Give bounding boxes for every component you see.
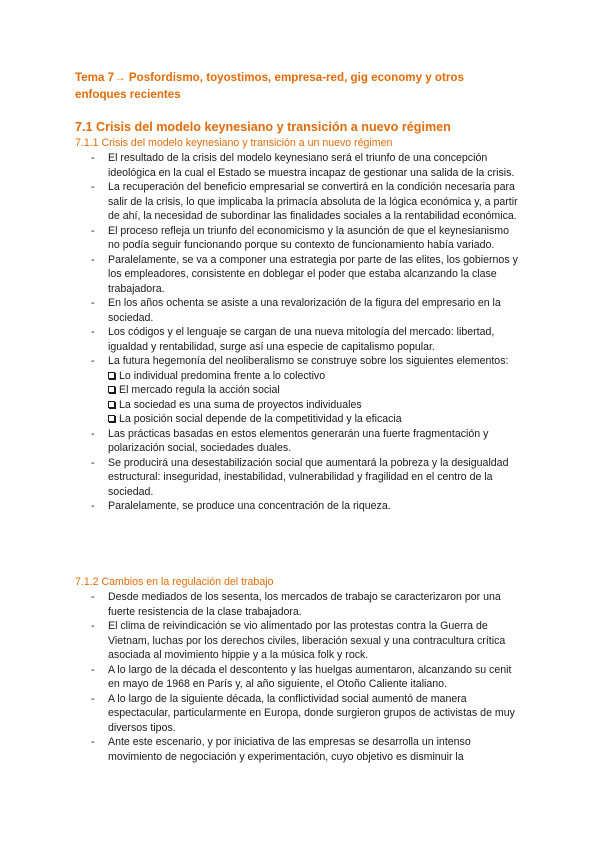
checkbox-item-text: Lo individual predomina frente a lo colectivo <box>119 369 326 382</box>
checkbox-icon <box>108 386 115 393</box>
bullet-dash: - <box>91 620 95 632</box>
document-title: Tema 7→ Posfordismo, toyostimos, empresa-red, gig economy y otros enfoques recientes <box>75 71 464 101</box>
list-item-text: A lo largo de la década el descontento y las huelgas aumentaron, alcanzando su cenit en mayo de 1968 en París y, al año siguiente, el Otoño Caliente italiano. <box>108 663 512 690</box>
list-item-text: En los años ochenta se asiste a una revalorización de la figura del empresario en la sociedad. <box>108 297 501 324</box>
list-item <box>0 427 600 456</box>
list-item <box>0 224 600 253</box>
bullet-dash: - <box>91 181 95 193</box>
subsection-1-heading: 7.1.1 Crisis del modelo keynesiano y transición a un nuevo régimen <box>75 137 393 149</box>
checkbox-icon <box>108 401 115 408</box>
bullet-dash: - <box>91 326 95 338</box>
list-item <box>0 253 600 297</box>
list-item-text: Las prácticas basadas en estos elementos generarán una fuerte fragmentación y polarización social, sociedades duales. <box>108 427 489 454</box>
subsection-2-list <box>0 590 600 764</box>
bullet-dash: - <box>91 591 95 603</box>
list-item-text: Se producirá una desestabilización social que aumentará la pobreza y la desigualdad estructural: inseguridad, inestabilidad, vulnerabilidad y fragilidad en el centro de la sociedad. <box>108 456 509 498</box>
list-item-text: El resultado de la crisis del modelo keynesiano será el triunfo de una concepción ideológica en la cual el Estado se muestra incapaz de gestionar una salida de la crisis. <box>108 152 515 179</box>
checkbox-item-text: La sociedad es una suma de proyectos individuales <box>119 398 362 411</box>
bullet-dash: - <box>91 152 95 164</box>
bullet-dash: - <box>91 663 95 676</box>
bullet-dash: - <box>91 456 95 469</box>
subsection-1-list <box>0 151 600 514</box>
list-item <box>0 354 600 369</box>
list-item <box>0 499 600 514</box>
bullet-dash: - <box>91 355 95 367</box>
list-item-text: Desde mediados de los sesenta, los mercados de trabajo se caracterizaron por una fuerte resistencia de la clase trabajadora. <box>108 591 501 618</box>
list-item <box>0 590 600 619</box>
bullet-dash: - <box>91 736 95 748</box>
checkbox-item-text: El mercado regula la acción social <box>119 384 280 396</box>
list-item-text: Paralelamente, se produce una concentración de la riqueza. <box>108 500 391 512</box>
bullet-dash: - <box>91 253 95 266</box>
list-item-text: El clima de reivindicación se vio alimentado por las protestas contra la Guerra de Vietnam, luchas por los derechos civiles, liberación sexual y una contracultura crítica asociada al movimiento hippie y a la música folk y rock. <box>108 620 506 661</box>
bullet-dash: - <box>91 224 95 237</box>
section-heading: 7.1 Crisis del modelo keynesiano y transición a nuevo régimen <box>75 120 451 134</box>
list-item <box>0 663 600 692</box>
checkbox-item <box>108 412 518 427</box>
checkbox-icon <box>108 372 115 379</box>
list-item <box>0 692 600 736</box>
list-item-text: A lo largo de la siguiente década, la conflictividad social aumentó de manera espectacular, particularmente en Europa, donde surgieron grupos de activistas de muy diversos tipos. <box>108 692 515 734</box>
list-item-text: La recuperación del beneficio empresarial se convertirá en la condición necesaria para salir de la crisis, lo que implicaba la primacía absoluta de la lógica económica y, a partir de ahí, la necesidad de subordinar las finalidades sociales a la rentabilidad económica. <box>108 181 518 222</box>
list-item-text: Ante este escenario, y por iniciativa de las empresas se desarrolla un intenso movimiento de negociación y experimentación, cuyo objetivo es disminuir la <box>108 736 471 763</box>
bullet-dash: - <box>91 427 95 440</box>
list-item-text: Los códigos y el lenguaje se cargan de una nueva mitología del mercado: libertad, igualdad y rentabilidad, surge así una especie de capitalismo popular. <box>108 326 495 353</box>
list-item <box>0 619 600 663</box>
checkbox-item-text: La posición social depende de la competitividad y la eficacia <box>119 413 402 425</box>
checkbox-item <box>108 369 518 384</box>
bullet-dash: - <box>91 500 95 512</box>
checkbox-icon <box>108 415 115 422</box>
list-item-text: Paralelamente, se va a componer una estrategia por parte de las elites, los gobiernos y los empleadores, consistente en doblegar el poder que estaba alcanzando la clase trabajadora. <box>108 253 518 295</box>
list-item <box>0 735 600 764</box>
list-item <box>0 296 600 325</box>
bullet-dash: - <box>91 297 95 309</box>
list-item-text: La futura hegemonía del neoliberalismo se construye sobre los siguientes elementos: <box>108 355 509 367</box>
list-item-text: El proceso refleja un triunfo del economicismo y la asunción de que el keynesianismo no podía seguir funcionando porque su contexto de funcionamiento había variado. <box>108 224 510 251</box>
bullet-dash: - <box>91 692 95 705</box>
list-item <box>0 180 600 224</box>
list-item <box>0 151 600 180</box>
checkbox-item <box>108 398 518 413</box>
subsection-2-heading: 7.1.2 Cambios en la regulación del trabajo <box>75 576 274 588</box>
list-item <box>0 456 600 500</box>
list-item <box>0 325 600 354</box>
checkbox-item <box>108 383 518 398</box>
